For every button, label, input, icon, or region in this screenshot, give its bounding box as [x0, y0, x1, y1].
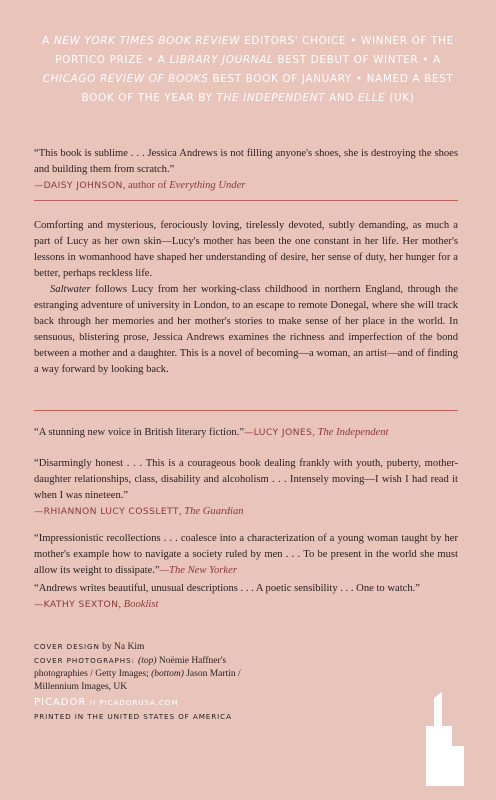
quote-work: Everything Under — [169, 180, 246, 191]
publisher-line — [34, 696, 264, 710]
synopsis-paragraph-2 — [34, 282, 458, 378]
accolade-source: LIBRARY JOURNAL — [169, 54, 274, 66]
credit-value: by Na Kim — [99, 642, 145, 652]
synopsis-paragraph-1: Comforting and mysterious, ferociously loving, tirelessly devoted, subtly demanding, as much a part of Lucy as her own skin—Lucy's mother has been the one constant in her life. Her mother's lessons in womanhood have shaped her understanding of desire, her sense of duty, her hunger for a better, perhaps reckless life. — [34, 220, 458, 279]
review-quote-5 — [34, 581, 458, 613]
credit-value: Noëmie Haffner's photographies / Getty Images; — [34, 656, 227, 679]
quote-author: —RHIANNON LUCY COSSLETT — [34, 506, 179, 517]
quote-text: “Andrews writes beautiful, unusual descriptions . . . A poetic sensibility . . . One to watch.” — [34, 583, 421, 594]
quote-work: —The New Yorker — [159, 565, 237, 576]
publisher-url: // PICADORUSA.COM — [86, 698, 179, 707]
quote-text: “Impressionistic recollections . . . coalesce into a characterization of a young woman taught by her mother's example how to navigate a society ruled by men . . . To be present in the world she must allow its weight to dissipate.” — [34, 533, 458, 576]
accolade-text: BEST BOOK OF JANUARY • NAMED A BEST BOOK OF THE YEAR BY — [81, 73, 454, 104]
quote-text: “Disarmingly honest . . . This is a courageous book dealing frankly with youth, puberty, mother-daughter relationships, class, disability and alcoholism . . . Intensely moving—I wish I had read it when I was nineteen.” — [34, 458, 458, 501]
quote-author: —DAISY JOHNSON — [34, 180, 123, 191]
credit-position: (top) — [138, 656, 157, 666]
review-quote-2 — [34, 425, 458, 441]
accolades-banner — [28, 32, 468, 108]
quote-text: “A stunning new voice in British literary fiction.” — [34, 427, 245, 438]
accolade-source: THE INDEPENDENT — [216, 92, 326, 104]
cover-credits — [34, 640, 264, 723]
credit-value: Jason Martin / Millennium Images, UK — [34, 669, 241, 692]
review-quote-3 — [34, 456, 458, 520]
quote-author: —KATHY SEXTON — [34, 599, 119, 610]
picador-logo-icon — [412, 690, 472, 790]
accolade-source: CHICAGO REVIEW OF BOOKS — [42, 73, 209, 85]
accolade-text: (UK) — [385, 92, 415, 104]
divider-rule — [34, 410, 458, 411]
synopsis-text: follows Lucy from her working-class childhood in northern England, through the estranging adventure of university in London, to an escape to remote Donegal, where she will track back through her memories and her mother's stories to make sense of her place in the world. In sensuous, blistering prose, Jessica Andrews examines the richness and imperfection of the bond between a mother and a daughter. This is a novel of becoming—a woman, an artist—and of finding a way forward by looking back. — [34, 284, 458, 375]
quote-work: Booklist — [123, 599, 159, 610]
divider-rule — [34, 200, 458, 201]
accolade-source: NEW YORK TIMES BOOK REVIEW — [53, 35, 241, 47]
accolade-text: AND — [325, 92, 359, 104]
design-credit — [34, 640, 264, 654]
review-quote-1 — [34, 146, 458, 194]
credit-label: COVER DESIGN — [34, 642, 100, 651]
quote-work: The Independent — [317, 427, 389, 438]
review-quote-4 — [34, 531, 458, 579]
quote-work: The Guardian — [184, 506, 244, 517]
accolade-text: EDITORS' CHOICE • WINNER OF THE PORTICO PRIZE • A — [55, 35, 454, 66]
credit-label: COVER PHOTOGRAPHS: — [34, 656, 139, 665]
printed-in: PRINTED IN THE UNITED STATES OF AMERICA — [34, 712, 232, 721]
quote-text: “This book is sublime . . . Jessica Andrews is not filling anyone's shoes, she is destroying the shoes and building them from scratch.” — [34, 148, 458, 175]
book-title: Saltwater — [50, 284, 91, 295]
photo-credit — [34, 654, 264, 694]
accolade-text: BEST DEBUT OF WINTER • A — [273, 54, 441, 66]
accolade-source: ELLE — [358, 92, 386, 104]
publisher-name: PICADOR — [34, 697, 87, 708]
synopsis — [34, 218, 458, 378]
credit-position: (bottom) — [151, 669, 184, 679]
quote-author-tail: , — [118, 599, 124, 610]
quote-author: —LUCY JONES — [244, 427, 313, 438]
accolade-text: A — [42, 35, 54, 47]
quote-author-tail: , — [178, 506, 185, 517]
quote-author-tail: , author of — [122, 180, 170, 191]
quote-author-tail: , — [312, 427, 318, 438]
